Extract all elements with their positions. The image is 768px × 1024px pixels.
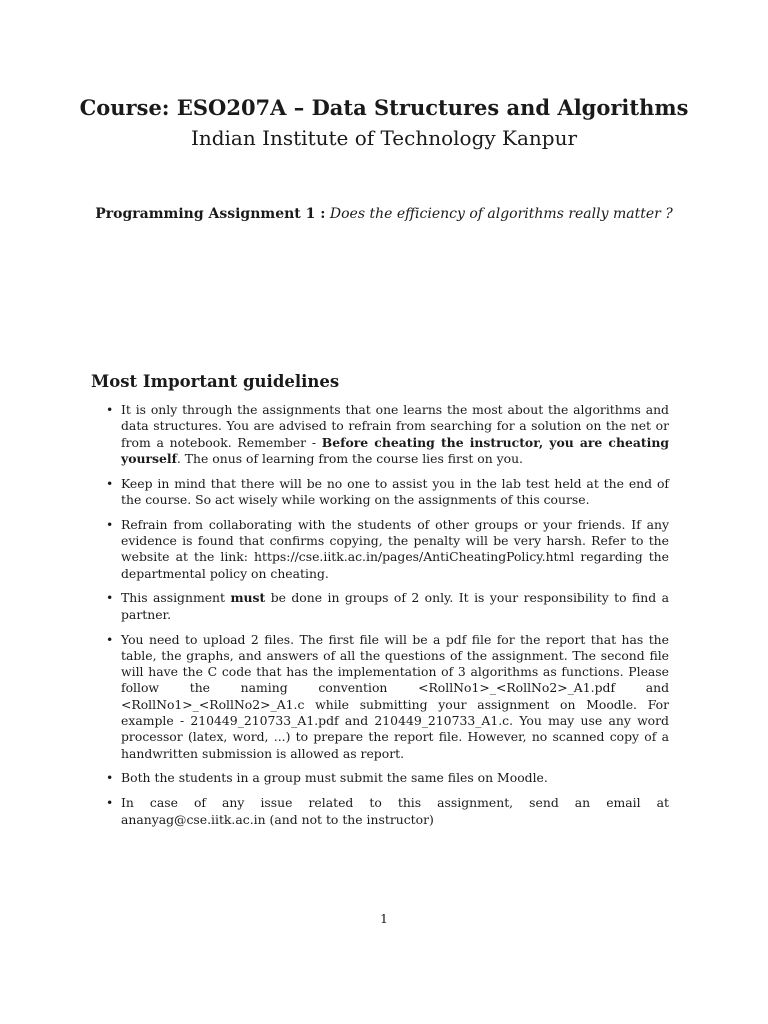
item-text: In case of any issue related to this assignment, send an email at ananyag@cse.iitk.ac.in (and not to the instructor)	[121, 795, 669, 827]
page-number: 1	[380, 911, 388, 926]
guidelines-list	[91, 402, 669, 836]
list-item	[91, 517, 669, 582]
list-item	[91, 770, 669, 786]
assignment-label: Programming Assignment 1 :	[95, 206, 326, 222]
bullet-icon: •	[106, 770, 114, 786]
assignment-line	[0, 204, 768, 224]
list-item	[91, 476, 669, 509]
bullet-icon: •	[106, 590, 114, 606]
bullet-icon: •	[106, 475, 114, 491]
item-text: It is only through the assignments that one learns the most about the algorithms and data structures. You are advised to refrain from searching for a solution on the net or from a notebook. Remember -	[121, 402, 669, 450]
item-bold-text: Before cheating the instructor, you are cheating yourself	[121, 434, 669, 466]
item-text: Refrain from collaborating with the students of other groups or your friends. If any evidence is found that confirms copying, the penalty will be very harsh. Refer to the website at the link: https://cse.iitk.ac.in/pages/AntiCheatingPolicy.html regarding the departmental policy on cheating.	[121, 516, 669, 581]
guidelines-heading: Most Important guidelines	[91, 372, 340, 391]
bullet-icon: •	[106, 402, 114, 417]
bullet-icon: •	[106, 631, 114, 647]
course-title: Course: ESO207A – Data Structures and Algorithms	[79, 95, 689, 120]
item-text: Keep in mind that there will be no one to assist you in the lab test held at the end of the course. So act wisely while working on the assignments of this course.	[121, 475, 669, 507]
item-text: This assignment	[121, 590, 231, 606]
list-item	[91, 795, 669, 828]
item-text: Both the students in a group must submit the same files on Moodle.	[121, 770, 548, 786]
item-text-end: . The onus of learning from the course lies first on you.	[176, 450, 523, 466]
item-text: You need to upload 2 files. The first file will be a pdf file for the report that has the table, the graphs, and answers of all the questions of the assignment. The second file will have the C code that has the implementation of 3 algorithms as functions. Please follow the naming convention <RollNo1>_<RollNo2>_A1.pdf and <RollNo1>_<RollNo2>_A1.c while submitting your assignment on Moodle. For example - 210449_210733_A1.pdf and 210449_210733_A1.c. You may use any word processor (latex, word, ...) to prepare the report file. However, no scanned copy of a handwritten submission is allowed as report.	[121, 631, 669, 761]
bullet-icon: •	[106, 795, 114, 811]
list-item	[91, 402, 669, 467]
bullet-icon: •	[106, 516, 114, 532]
list-item	[91, 632, 669, 762]
assignment-subtitle: Does the efficiency of algorithms really matter ?	[329, 206, 673, 222]
list-item	[91, 590, 669, 623]
institute-name: Indian Institute of Technology Kanpur	[190, 126, 578, 150]
item-text-end: be done in groups of 2 only. It is your responsibility to find a partner.	[121, 590, 669, 622]
item-bold-text: must	[230, 590, 266, 606]
